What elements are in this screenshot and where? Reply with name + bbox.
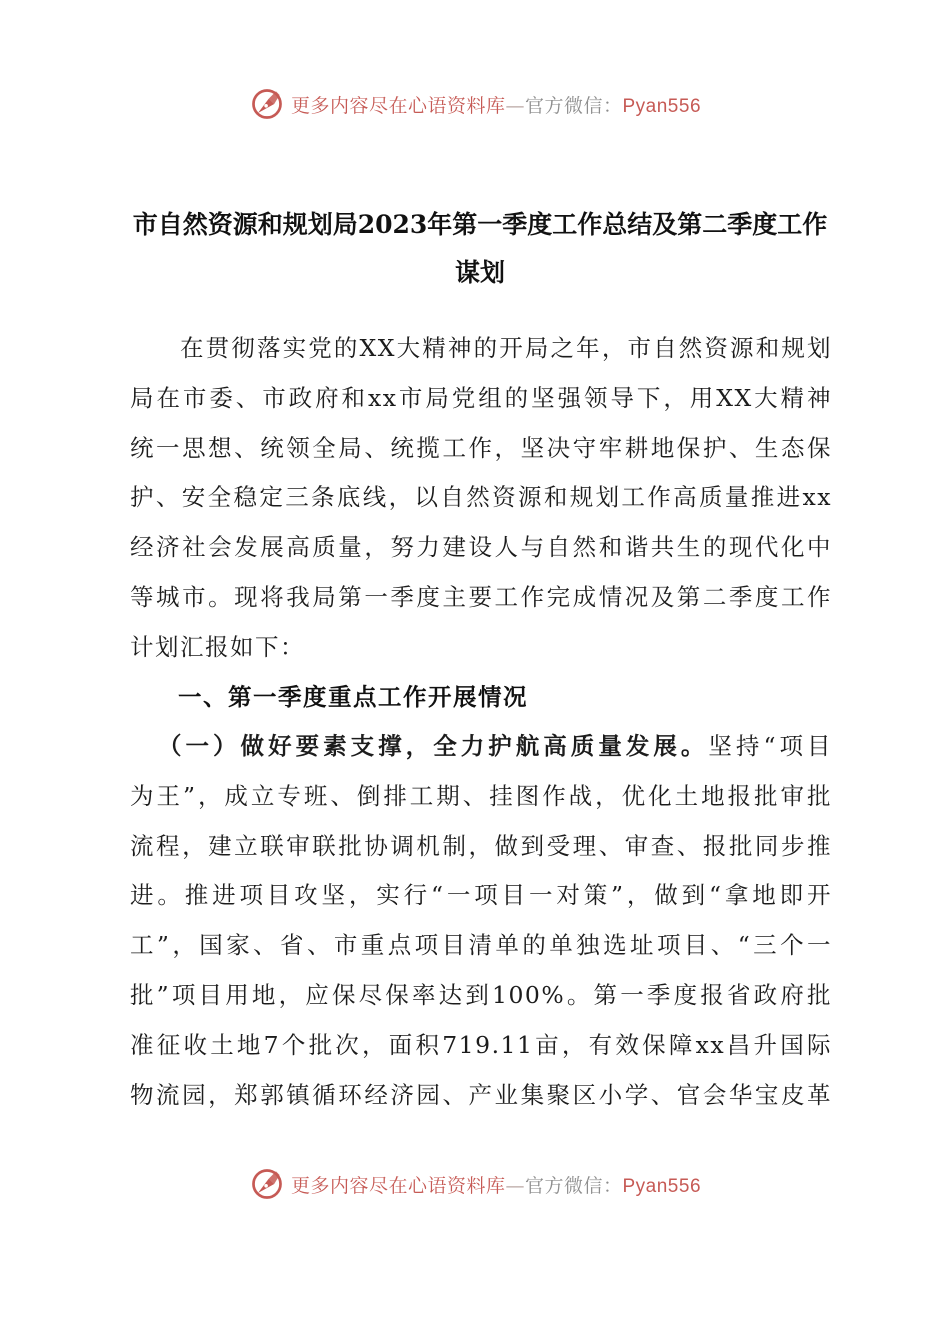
intro-paragraph: [130, 324, 832, 674]
footer-watermark: [0, 1162, 950, 1206]
watermark-separator: —: [505, 94, 525, 117]
watermark-contact-id: Pyan556: [622, 95, 702, 117]
watermark-contact-id: Pyan556: [622, 1175, 702, 1197]
document-title-line-1: 市自然资源和规划局2023年第一季度工作总结及第二季度工作: [132, 210, 828, 239]
header-watermark: [0, 82, 950, 126]
subsection-line: 工”，国家、省、市重点项目清单的单独选址项目、“三个一: [130, 931, 832, 960]
intro-line: 统一思想、统领全局、统揽工作，坚决守牢耕地保护、生态保: [130, 433, 832, 462]
pen-nib-logo-icon: [249, 86, 285, 122]
intro-line: 护、安全稳定三条底线，以自然资源和规划工作高质量推进xx: [130, 483, 832, 512]
subsection-line: 进。推进项目攻坚，实行“一项目一对策”，做到“拿地即开: [130, 881, 832, 910]
intro-line: 局在市委、市政府和xx市局党组的坚强领导下，用XX大精神: [130, 383, 832, 412]
pen-nib-logo-icon: [249, 1166, 285, 1202]
watermark-contact-label: 官方微信：: [524, 94, 623, 117]
watermark-brand: 更多内容尽在心语资料库: [290, 1174, 506, 1197]
watermark-contact-label: 官方微信：: [524, 1174, 623, 1197]
subsection-line: 坚持“项目: [708, 732, 832, 760]
intro-line: 等城市。现将我局第一季度主要工作完成情况及第二季度工作: [130, 582, 832, 611]
watermark-text: [291, 1171, 701, 1198]
watermark-separator: —: [505, 1174, 525, 1197]
subsection-paragraph: [130, 722, 832, 1120]
subsection-first-line: [130, 722, 832, 772]
watermark-brand: 更多内容尽在心语资料库: [290, 94, 506, 117]
intro-line: 经济社会发展高质量，努力建设人与自然和谐共生的现代化中: [130, 533, 832, 562]
section-heading: 一、第一季度重点工作开展情况: [178, 683, 528, 711]
intro-line: 在贯彻落实党的XX大精神的开局之年，市自然资源和规划: [180, 334, 832, 362]
watermark-text: [291, 91, 701, 118]
subsection-line: 物流园，郑郭镇循环经济园、产业集聚区小学、官会华宝皮革: [130, 1080, 832, 1109]
subsection-lead: （一）做好要素支撑，全力护航高质量发展。: [158, 732, 709, 760]
subsection-line: 流程，建立联审联批协调机制，做到受理、审查、报批同步推: [130, 831, 832, 860]
subsection-line: 准征收土地7个批次，面积719.11亩，有效保障xx昌升国际: [130, 1030, 832, 1059]
subsection-line: 批”项目用地，应保尽保率达到100%。第一季度报省政府批: [130, 980, 832, 1009]
document-title-line-2: 谋划: [454, 258, 505, 287]
subsection-line: 为王”，成立专班、倒排工期、挂图作战，优化土地报批审批: [130, 781, 832, 810]
intro-line: 计划汇报如下：: [130, 632, 305, 661]
